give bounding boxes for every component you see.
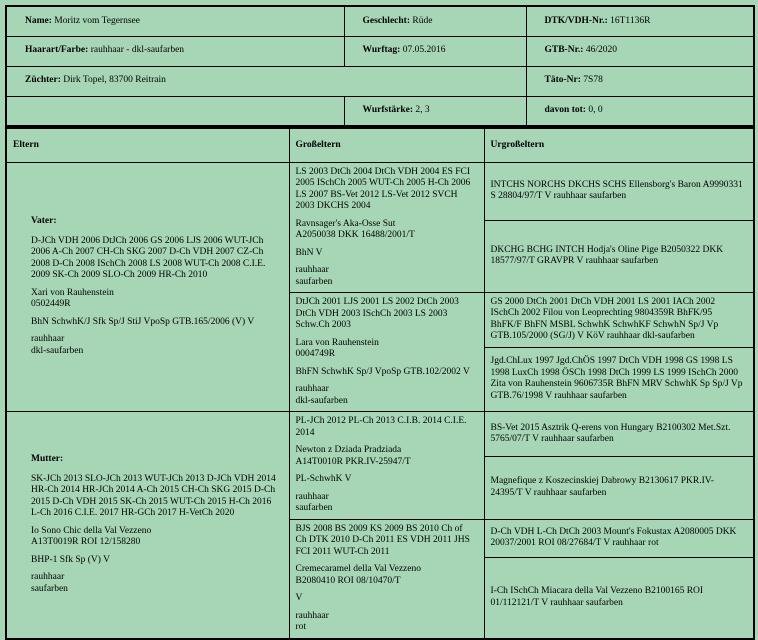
grandparent-reg-number: 0004749R (295, 349, 336, 359)
name-cell (6, 6, 344, 36)
grandparent-tests: V (295, 593, 303, 603)
grandparent-name: Cremecaramel della Val Vezzeno (295, 564, 421, 574)
dtk-vdh-nr-label: DTK/VDH-Nr.: (544, 15, 608, 26)
dog-info-table (5, 5, 755, 127)
grandparent-tests: BhFN SchwhK Sp/J VpoSp GTB.102/2002 V (295, 366, 470, 377)
info-row-4 (6, 96, 754, 126)
tattoo-nr-cell (526, 66, 754, 96)
father-role-label: Vater: (31, 216, 57, 227)
name-label: Name: (25, 15, 52, 26)
grandparent-reg-number: B2080410 ROI 08/10470/T (295, 575, 401, 586)
grandparent-name: Lara von Rauhenstein (295, 337, 379, 348)
grandparent-coat: rauhhaar (295, 265, 329, 275)
grandparent-color: saufarben (295, 276, 333, 287)
name-value: Moritz vom Tegernsee (54, 15, 140, 26)
gtb-nr-value: 46/2020 (585, 45, 617, 56)
litter-size-cell (344, 96, 526, 126)
breeder-label: Züchter: (25, 75, 61, 86)
sex-value: Rüde (412, 15, 433, 26)
mother-color: saufarben (31, 583, 68, 594)
grandparent-coat: rauhhaar (295, 384, 329, 394)
gtb-nr-label: GTB-Nr.: (544, 45, 584, 56)
father-dam-cell (289, 293, 484, 412)
coat-color-label: Haarart/Farbe: (25, 45, 89, 56)
whelp-date-label: Wurftag: (362, 45, 401, 56)
mother-cell (6, 412, 289, 639)
info-row-1 (6, 6, 754, 36)
mother-role-label: Mutter: (31, 454, 64, 465)
grandparent-titles: LS 2003 DtCh 2004 DtCh VDH 2004 ES FCI 2005 ISchCh 2005 WUT-Ch 2005 H-Ch 2006 LS 2007 BS-Vet 2012 LS-Vet 2012 SVCH 2003 DKCHS 2004 (295, 166, 471, 211)
grandparent-color: rot (295, 622, 307, 632)
parents-column-header: Eltern (6, 128, 289, 162)
litter-size-value: 2, 3 (415, 105, 430, 115)
father-cell (6, 162, 289, 412)
grandparent-titles: PL-JCh 2012 PL-Ch 2013 C.I.B. 2014 C.I.E. 2014 (295, 416, 467, 438)
litter-size-label: Wurfstärke: (362, 105, 413, 115)
great-grandparent-cell-5: BS-Vet 2015 Asztrik Q-erens von Hungary B2100302 Met.Szt. 5765/07/T V rauhhaar saufarben (484, 412, 754, 457)
mother-titles: SK-JCh 2013 SLO-JCh 2013 WUT-JCh 2013 D-JCh VDH 2014 HR-Ch 2014 HR-JCh 2014 A-Ch 2015 CH-Ch SKG 2015 D-Ch 2015 D-Ch VDH 2015 SK-Ch 2015 WUT-Ch 2015 H-Ch 2016 L-Ch 2016 C.I.E. 2017 HR-GCh 2017 H-VetCh 2020 (31, 473, 276, 519)
info-row-3 (6, 66, 754, 96)
grandparent-reg-number: A2050038 DKK 16488/2001/T (295, 230, 415, 240)
sex-label: Geschlecht: (362, 15, 410, 26)
dtk-vdh-nr-cell (526, 6, 754, 36)
grandparent-coat: rauhhaar (295, 491, 329, 502)
father-coat: rauhhaar (31, 334, 65, 345)
mother-dam-cell (289, 519, 484, 639)
father-reg-number: 0502449R (31, 299, 71, 310)
grandparent-name: Ravnsager's Aka-Osse Sut (295, 218, 396, 229)
dtk-vdh-nr-value: 16T1136R (610, 15, 651, 26)
breeder-cell (6, 66, 526, 96)
coat-color-value: rauhhaar - dkl-saufarben (90, 45, 185, 56)
whelp-date-cell (344, 36, 526, 66)
grandparent-titles: DtJCh 2001 LJS 2001 LS 2002 DtCh 2003 DtCh VDH 2003 ISchCh 2003 LS 2003 Schw.Ch 2003 (295, 297, 459, 330)
mother-coat: rauhhaar (31, 572, 65, 583)
great-grandparent-cell-1: INTCHS NORCHS DKCHS SCHS Ellensborg's Baron A9990331 S 28804/97/T V rauhhaar saufarben (484, 162, 754, 220)
sex-cell (344, 6, 526, 36)
grandparent-reg-number: A14T0010R PKR.IV-25947/T (295, 456, 411, 467)
father-sire-cell (289, 162, 484, 293)
great-grandparent-cell-8: I-Ch ISchCh Miacara della Val Vezzeno B2100165 ROI 01/112121/T V rauhhaar saufarben (484, 558, 754, 639)
great-grandparent-cell-7: D-Ch VDH L-Ch DtCh 2003 Mount's Fokustax A2080005 DKK 20037/2001 ROI 08/27684/T V rauhhaar rot (484, 519, 754, 558)
mother-name: Io Sono Chic della Val Vezzeno (31, 525, 152, 536)
tattoo-nr-value: 7S78 (583, 75, 603, 86)
breeder-value: Dirk Topel, 83700 Reitrain (63, 75, 166, 86)
empty-cell (6, 96, 344, 126)
great-grandparent-cell-2: DKCHG BCHG INTCH Hodja's Oline Pige B2050322 DKK 18577/97/T GRAVPR V rauhhaar saufarben (484, 220, 754, 293)
great-grandparent-cell-4: Jgd.ChLux 1997 Jgd.ChÖS 1997 DtCh VDH 1998 GS 1998 LS 1998 LuxCh 1998 ÖSCh 1998 DtCh 1999 LS 1999 ISchCh 2000 Zita von Rauhenstein 9606735R BhFN MRV SchwhK Sp Sp/J Vp GTB.76/1998 V rauhhaar saufarben (484, 347, 754, 411)
pedigree-row (6, 412, 754, 457)
grandparent-titles: BJS 2008 BS 2009 KS 2009 BS 2010 Ch of Ch DTK 2010 D-Ch 2011 ES VDH 2011 JHS FCI 2011 WUT-Ch 2011 (295, 523, 470, 557)
coat-color-cell (6, 36, 344, 66)
great-grandparent-cell-3: GS 2000 DtCh 2001 DtCh VDH 2001 LS 2001 IACh 2002 ISchCh 2002 Filou von Leoprechting 9804359R BhFK/95 BhFK/F BhFN MSBL SchwhK SchwhKF SchwhN Sp/J Vp GTB.105/2000 (SG/J) V KöV rauhhaar dkl-saufarben (484, 293, 754, 348)
dead-count-label: davon tot: (544, 105, 586, 115)
father-titles: D-JCh VDH 2006 DtJCh 2006 GS 2006 LJS 2006 WUT-JCh 2006 A-Ch 2007 CH-Ch SKG 2007 D-Ch VDH 2007 CZ-Ch 2008 D-Ch 2008 ISchCh 2008 LS 2008 WUT-Ch 2008 C.I.E. 2009 SK-Ch 2009 SLO-Ch 2009 HR-Ch 2010 (31, 235, 266, 281)
pedigree-row (6, 162, 754, 220)
gtb-nr-cell (526, 36, 754, 66)
pedigree-header-row (6, 128, 754, 162)
great-grandparent-cell-6: Magnefique z Koszecinskiej Dabrowy B2130617 PKR.IV-24395/T V rauhhaar saufarben (484, 457, 754, 519)
mother-tests: BHP-1 Sfk Sp (V) V (31, 554, 111, 565)
info-row-2 (6, 36, 754, 66)
grandparent-coat: rauhhaar (295, 610, 329, 621)
father-tests: BhN SchwhK/J Sfk Sp/J StiJ VpoSp GTB.165/2006 (V) V (31, 316, 255, 327)
father-color: dkl-saufarben (31, 345, 84, 356)
dead-count-cell (526, 96, 754, 126)
tattoo-nr-label: Täto-Nr: (544, 75, 581, 86)
grandparent-color: dkl-saufarben (295, 395, 348, 406)
father-name: Xari von Rauhenstein (31, 287, 114, 298)
grandparent-color: saufarben (295, 503, 333, 513)
grandparent-tests: BhN V (295, 247, 323, 258)
grandparent-name: Newton z Dziada Pradziada (295, 445, 402, 455)
mother-sire-cell (289, 412, 484, 520)
grandparent-tests: PL-SchwhK V (295, 474, 352, 484)
whelp-date-value: 07.05.2016 (402, 45, 446, 56)
pedigree-table (5, 127, 755, 640)
grandparents-column-header: Großeltern (289, 128, 484, 162)
great-grandparents-column-header: Urgroßeltern (484, 128, 754, 162)
dead-count-value: 0, 0 (588, 105, 603, 115)
mother-reg-number: A13T0019R ROI 12/158280 (31, 537, 141, 548)
